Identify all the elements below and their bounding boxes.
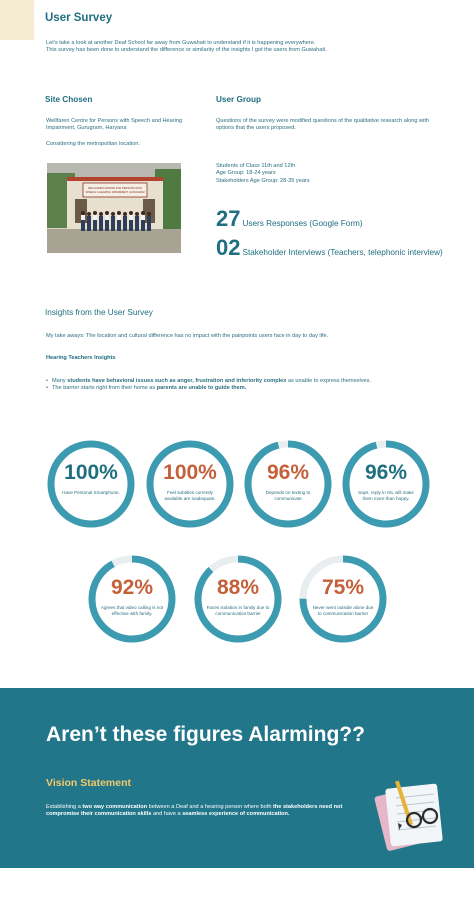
stat-label: Depends on texting to communicate [265, 490, 311, 501]
vision-text: Establishing a [46, 804, 83, 810]
intro-text [46, 40, 376, 55]
user-group-stats [216, 163, 416, 185]
stat-ring [297, 553, 389, 645]
user-group-description: Questions of the survey were modified questions of the qualitative research along with options that the users proposed. [216, 118, 429, 132]
user-group-heading: User Group [216, 95, 262, 104]
stat-value: 100% [163, 461, 217, 484]
stat-ring [144, 438, 236, 530]
notebook-illustration [374, 776, 454, 856]
vision-text: between a Deaf and a hearing person where both [147, 804, 273, 810]
stat-value: 100% [64, 461, 118, 484]
user-stat-line: Stakeholders Age Group: 28-35 years [216, 177, 310, 184]
vision-heading: Vision Statement [46, 777, 131, 789]
list-item [46, 378, 426, 385]
photo-sign-text: WELLFAREN CENTRE FOR PERSONS WITH [87, 187, 143, 190]
vision-bold-text: seamless experience of communication. [182, 811, 290, 818]
stat-label: Feel subtitles currently available are inadequate. [164, 490, 216, 501]
bullet-text: as unable to express themselves. [286, 378, 371, 384]
list-item [46, 385, 426, 392]
stat-ring [192, 553, 284, 645]
school-photo [47, 163, 181, 253]
interviews-stat [216, 235, 443, 261]
footer-strip [0, 868, 474, 898]
bullet-text: Many [52, 378, 68, 384]
stat-label: Have Personal Smartphone. [62, 490, 120, 495]
page-title: User Survey [45, 12, 113, 24]
takeaway-text: My take aways: The location and cultural difference has no impact with the painpoints users face in day to day life. [46, 333, 329, 339]
stat-value: 92% [110, 576, 154, 599]
site-description: Wellfaren Centre for Persons with Speech and Hearing Impairment, Gurugram, Haryana [46, 118, 183, 132]
responses-number: 27 [216, 206, 241, 231]
stat-label: Says, reply in ISL will make them more than happy. [358, 490, 414, 501]
responses-label: Users Responses (Google Form) [242, 219, 363, 228]
stat-ring [242, 438, 334, 530]
vision-bold-text: two way communication [82, 804, 148, 810]
bullet-bold-text: students have behavioral issues such as anger, frustration and inferiority complex [67, 378, 287, 384]
bullet-bold-text: parents are unable to guide them. [156, 385, 247, 392]
intro-line-2: This survey has been done to understand the difference or similarity of the insights I got the users from Guwahati. [46, 47, 327, 54]
user-stat-line: Age Group: 18-24 years [216, 170, 276, 177]
site-note: Considering the metropolitan location. [46, 141, 140, 147]
vision-statement [46, 804, 366, 819]
intro-line-1: Let's take a look at another Deaf School far away from Guwahati to understand if it is happening everywhere. [46, 40, 316, 46]
stat-value: 88% [216, 576, 260, 599]
insights-heading: Insights from the User Survey [45, 308, 153, 317]
photo-sign-text: SPEECH & HEARING IMPAIRMENT, GURUGRAM [85, 191, 145, 194]
stat-ring [86, 553, 178, 645]
stat-ring [340, 438, 432, 530]
banner-headline: Aren’t these figures Alarming?? [46, 723, 365, 746]
interviews-label: Stakeholder Interviews (Teachers, telephonic interview) [242, 248, 443, 257]
vision-text: and have a [151, 811, 183, 818]
stat-value: 96% [266, 461, 310, 484]
teachers-insights-heading: Hearing Teachers Insights [46, 355, 116, 361]
corner-accent [0, 0, 34, 40]
stat-label: Never went outside alone due to communication barrier [312, 605, 374, 616]
responses-stat [216, 206, 363, 232]
bullet-text: The barrier starts right from their home as [52, 385, 157, 392]
stat-value: 96% [364, 461, 408, 484]
vision-bold-text: the stakeholders need not compromise their communication skills [46, 804, 343, 818]
insights-bullets [46, 378, 426, 393]
site-chosen-heading: Site Chosen [45, 95, 93, 104]
stat-label: Faces isolation in family due to communication barrier [206, 605, 270, 616]
stat-value: 75% [321, 576, 365, 599]
interviews-number: 02 [216, 235, 241, 260]
stat-label: Agrees that video calling is not effective with family. [100, 605, 164, 616]
user-stat-line: Students of Class 11th and 12th [216, 163, 296, 169]
stat-ring [45, 438, 137, 530]
